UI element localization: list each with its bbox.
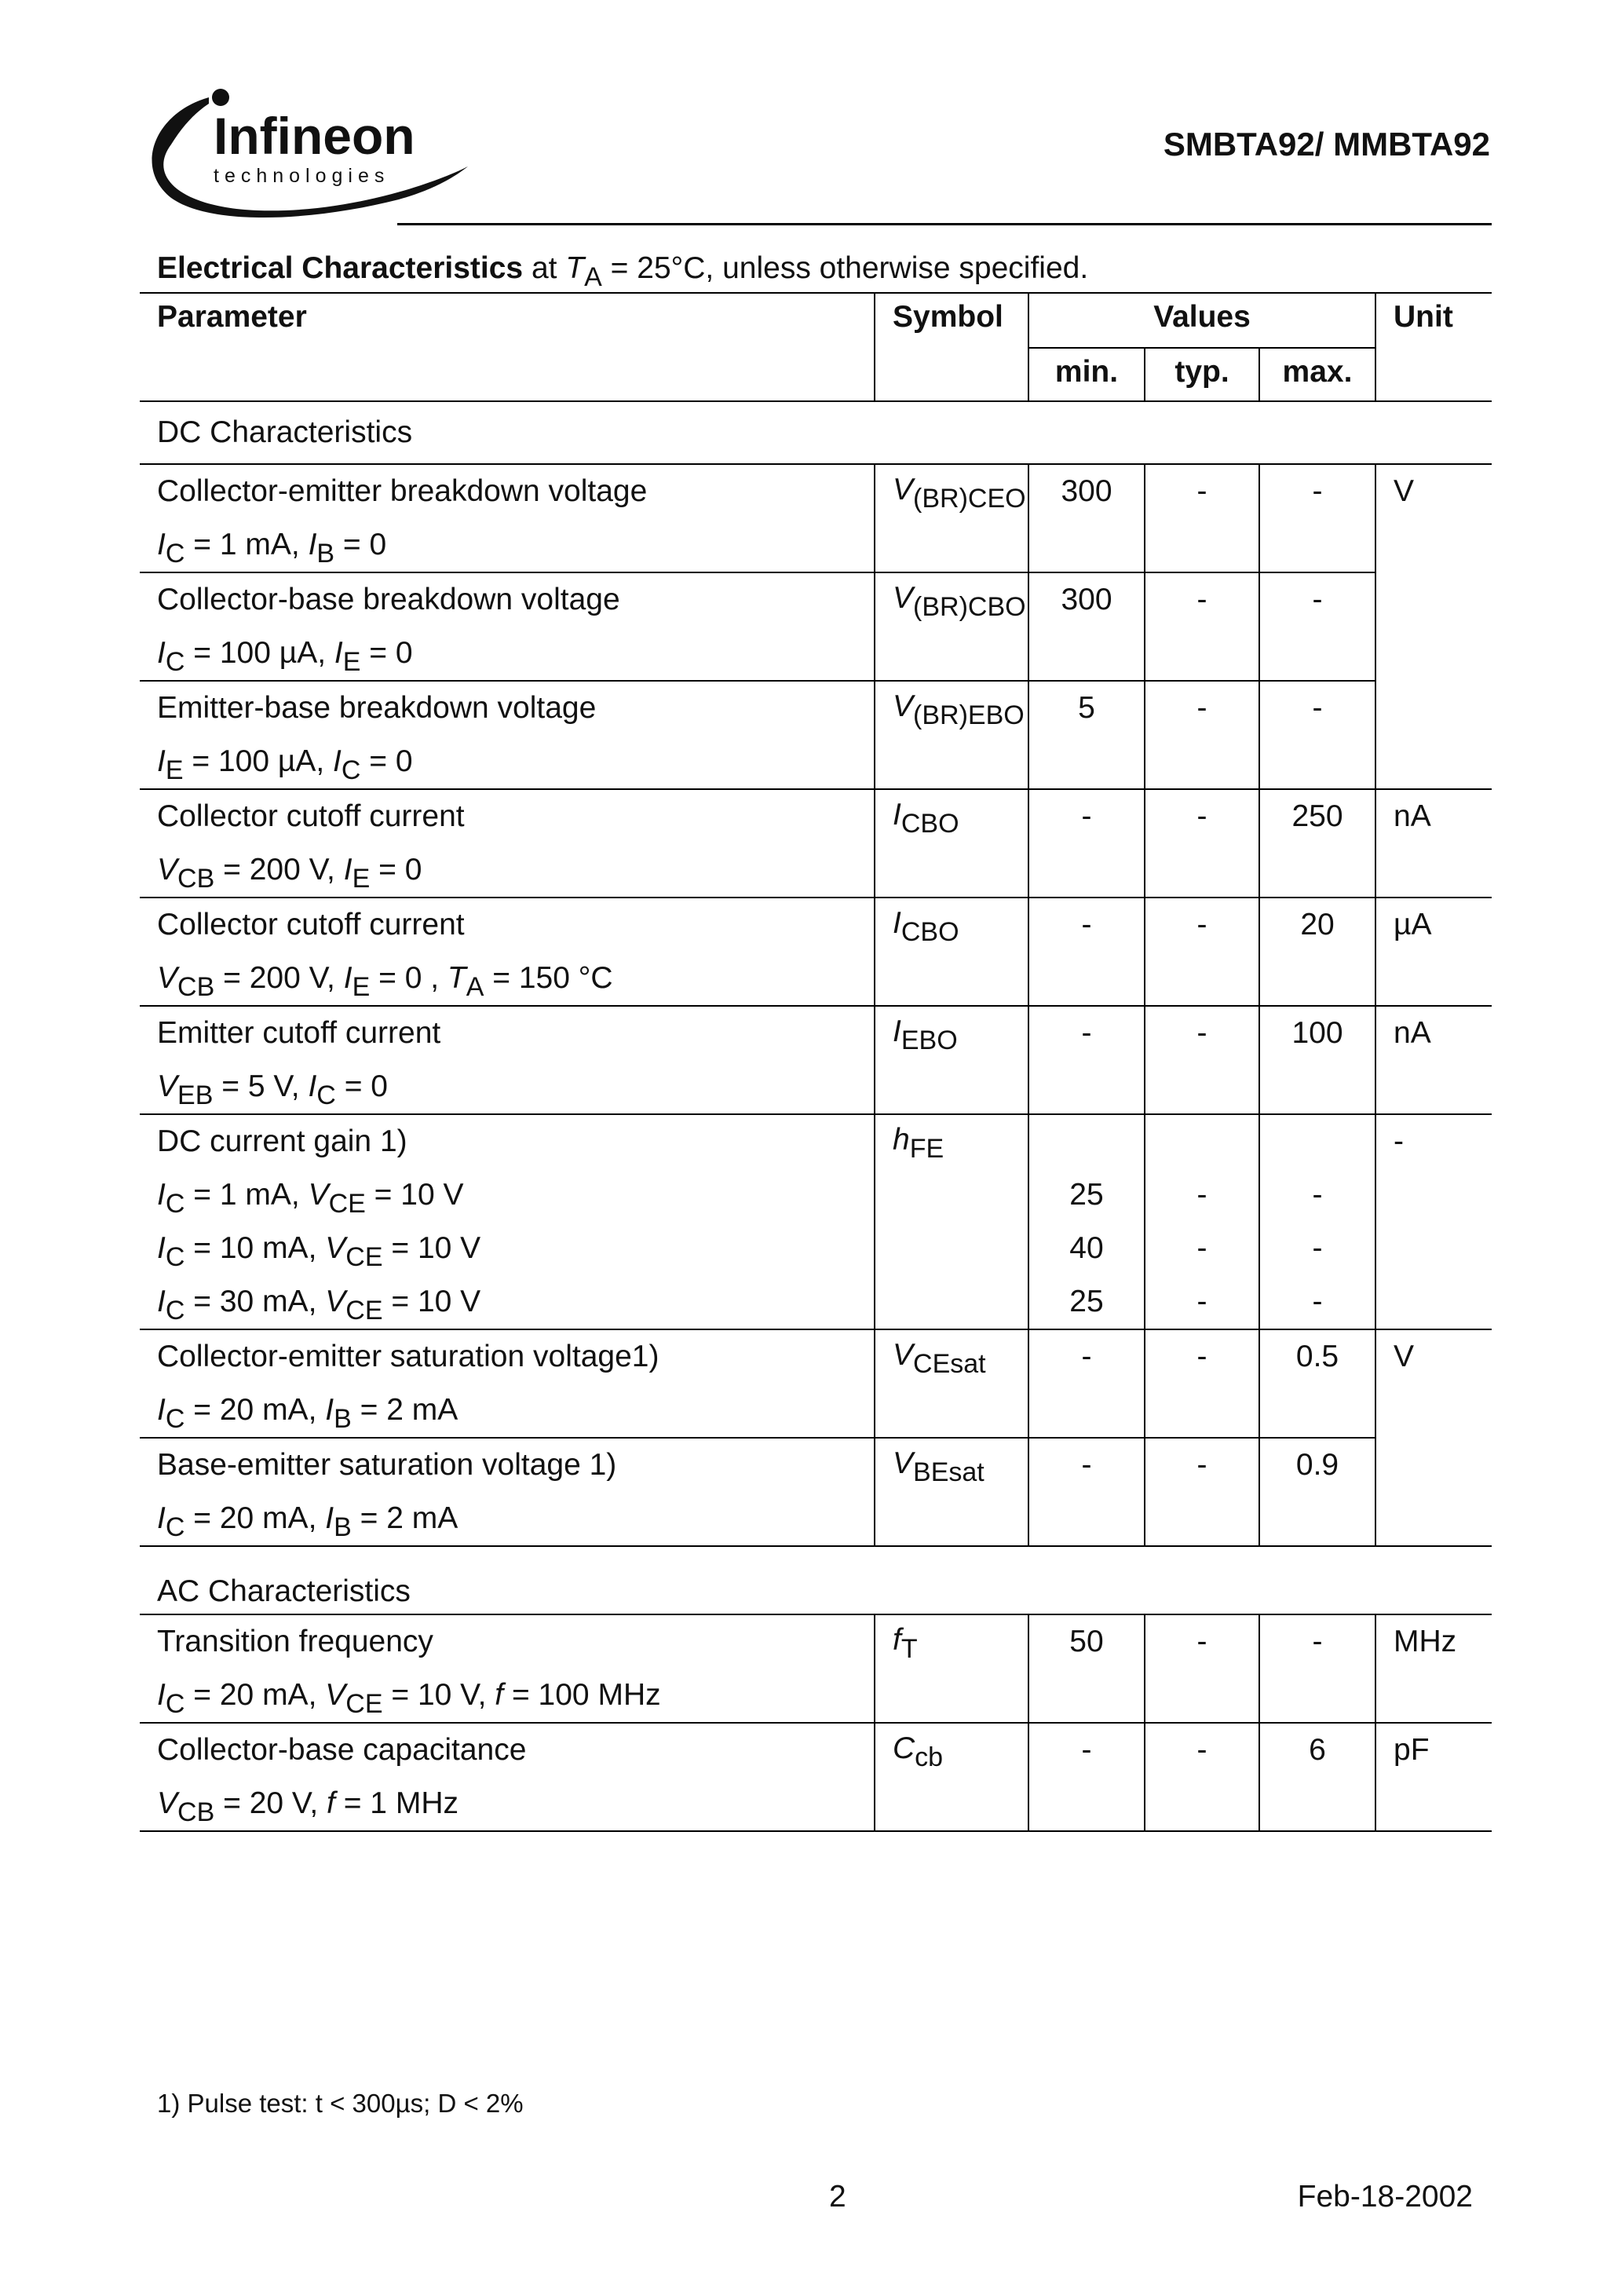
param-cell [140, 789, 875, 898]
value: - [1081, 1340, 1092, 1373]
symbol-cell [875, 1006, 1028, 1114]
value-typ [1145, 898, 1259, 1006]
value: - [1196, 908, 1207, 941]
value: 100 [1291, 1016, 1343, 1050]
table-row [140, 1114, 1492, 1329]
value: 0.5 [1295, 1340, 1339, 1373]
param-name: Collector-base capacitance [157, 1733, 527, 1767]
table-row [140, 1329, 1492, 1438]
value-min [1028, 789, 1145, 898]
table-row [140, 898, 1492, 1006]
header-max: max. [1259, 348, 1375, 401]
value: - [1312, 1231, 1323, 1265]
unit-cell [1375, 789, 1492, 898]
value-min [1028, 1723, 1145, 1831]
param-cell [140, 464, 875, 572]
value: - [1196, 474, 1207, 508]
param-condition: $I_C = 100$ µA, $I_E = 0$ [157, 636, 413, 677]
param-name: Collector-base breakdown voltage [157, 583, 620, 616]
header-unit: Unit [1375, 293, 1492, 401]
value-max [1259, 1614, 1375, 1723]
symbol-cell [875, 898, 1028, 1006]
unit: nA [1394, 799, 1431, 833]
value-min [1028, 898, 1145, 1006]
value: - [1312, 1625, 1323, 1658]
param-condition: $V_{CB} = 200$ V, $I_E = 0$ [157, 853, 422, 894]
value-max [1259, 1006, 1375, 1114]
value-max [1259, 572, 1375, 681]
section-gap [140, 1546, 1492, 1570]
table-row [140, 464, 1492, 572]
param-condition: $I_C = 30$ mA, $V_{CE} = 10$ V [157, 1285, 481, 1325]
value-max [1259, 1329, 1375, 1438]
param-condition: $I_C = 1$ mA, $V_{CE} = 10$ V [157, 1178, 464, 1219]
param-name: Collector cutoff current [157, 908, 465, 941]
header-typ: typ. [1145, 348, 1259, 401]
symbol-cell [875, 789, 1028, 898]
value-max [1259, 681, 1375, 789]
param-condition: $V_{CB} = 200$ V, $I_E = 0$ , $T_A = 150$ °C [157, 961, 613, 1002]
value-min [1028, 1614, 1145, 1723]
table-row [140, 681, 1492, 789]
value-min [1028, 681, 1145, 789]
param-cell [140, 681, 875, 789]
value-min [1028, 1114, 1145, 1329]
value: - [1196, 1340, 1207, 1373]
param-cell [140, 1329, 875, 1438]
unit: - [1394, 1124, 1405, 1158]
param-name: Collector-emitter saturation voltage1) [157, 1340, 659, 1373]
value: 25 [1069, 1178, 1104, 1212]
param-name: DC current gain 1) [157, 1124, 407, 1158]
document-date: Feb-18-2002 [1297, 2180, 1473, 2214]
symbol: $V_{CEsat}$ [893, 1338, 986, 1379]
symbol-cell [875, 1438, 1028, 1546]
unit-cell [1375, 1723, 1492, 1831]
param-condition: $I_C = 20$ mA, $V_{CE} = 10$ V, f = 100 MHz [157, 1678, 661, 1719]
electrical-characteristics-table [140, 292, 1492, 1832]
section-ac: AC Characteristics [140, 1570, 1492, 1614]
unit: MHz [1394, 1625, 1457, 1658]
value: 300 [1061, 583, 1112, 616]
symbol-cell [875, 1329, 1028, 1438]
value: - [1312, 474, 1323, 508]
symbol-cell [875, 1723, 1028, 1831]
symbol: $f_T$ [893, 1623, 918, 1664]
value-min [1028, 572, 1145, 681]
param-condition: $I_C = 1$ mA, $I_B = 0$ [157, 528, 387, 569]
value: - [1081, 799, 1092, 833]
value: - [1196, 1178, 1207, 1212]
table-row [140, 1438, 1492, 1546]
param-condition: $I_E = 100$ µA, $I_C = 0$ [157, 744, 413, 785]
unit-cell [1375, 898, 1492, 1006]
value-max [1259, 1723, 1375, 1831]
value-max [1259, 898, 1375, 1006]
param-name: Emitter-base breakdown voltage [157, 691, 597, 725]
symbol: $I_{CBO}$ [893, 798, 959, 839]
value-typ [1145, 572, 1259, 681]
value: 250 [1291, 799, 1343, 833]
value-max [1259, 789, 1375, 898]
value-typ [1145, 1329, 1259, 1438]
param-cell [140, 1006, 875, 1114]
param-condition: $I_C = 20$ mA, $I_B = 2$ mA [157, 1393, 458, 1434]
value: - [1081, 1448, 1092, 1482]
brand-name: Infineon [214, 107, 415, 165]
value: - [1196, 799, 1207, 833]
param-cell [140, 898, 875, 1006]
header-min: min. [1028, 348, 1145, 401]
param-name: Emitter cutoff current [157, 1016, 441, 1050]
infineon-logo [140, 82, 469, 229]
value: - [1196, 691, 1207, 725]
value-min [1028, 1329, 1145, 1438]
symbol: $C_{cb}$ [893, 1731, 944, 1772]
param-condition: $I_C = 10$ mA, $V_{CE} = 10$ V [157, 1231, 481, 1272]
value: - [1081, 1733, 1092, 1767]
value-typ [1145, 1723, 1259, 1831]
ac-rows [140, 1614, 1492, 1831]
header-parameter: Parameter [140, 293, 875, 401]
param-name: Collector-emitter breakdown voltage [157, 474, 648, 508]
unit: µA [1394, 908, 1432, 941]
value: 25 [1069, 1285, 1104, 1318]
value-max [1259, 464, 1375, 572]
brand-tagline: technologies [214, 165, 390, 187]
unit: pF [1394, 1733, 1430, 1767]
param-name: Base-emitter saturation voltage 1) [157, 1448, 617, 1482]
unit-cell [1375, 1614, 1492, 1723]
value: - [1081, 1016, 1092, 1050]
symbol: $V_{(BR)EBO}$ [893, 689, 1025, 730]
unit: V [1394, 474, 1415, 508]
value-typ [1145, 1614, 1259, 1723]
page-number: 2 [829, 2180, 846, 2214]
value: - [1196, 1285, 1207, 1318]
value-typ [1145, 789, 1259, 898]
unit-cell [1375, 1114, 1492, 1329]
param-cell [140, 1114, 875, 1329]
symbol-cell [875, 572, 1028, 681]
value: - [1196, 583, 1207, 616]
param-cell [140, 1438, 875, 1546]
unit-cell [1375, 1006, 1492, 1114]
value-typ [1145, 1438, 1259, 1546]
value-typ [1145, 464, 1259, 572]
value: 5 [1078, 691, 1095, 725]
param-cell [140, 1614, 875, 1723]
header-rule [397, 223, 1492, 225]
table-row [140, 1723, 1492, 1831]
symbol-cell [875, 1114, 1028, 1329]
value: 300 [1061, 474, 1112, 508]
value: 40 [1069, 1231, 1104, 1265]
table-row [140, 572, 1492, 681]
value-min [1028, 464, 1145, 572]
param-name: Collector cutoff current [157, 799, 465, 833]
value-typ [1145, 1114, 1259, 1329]
value: - [1081, 908, 1092, 941]
value: - [1312, 583, 1323, 616]
symbol-cell [875, 681, 1028, 789]
unit-cell [1375, 464, 1492, 789]
caption-title: Electrical Characteristics [157, 251, 524, 285]
value: - [1312, 691, 1323, 725]
symbol: $V_{(BR)CBO}$ [893, 581, 1026, 622]
value-max [1259, 1114, 1375, 1329]
symbol: $V_{(BR)CEO}$ [893, 473, 1026, 514]
unit: nA [1394, 1016, 1431, 1050]
value: - [1196, 1448, 1207, 1482]
value: - [1196, 1231, 1207, 1265]
value-max [1259, 1438, 1375, 1546]
param-condition: $V_{EB} = 5$ V, $I_C = 0$ [157, 1069, 388, 1110]
value: 6 [1309, 1733, 1326, 1767]
unit: V [1394, 1340, 1415, 1373]
value: - [1196, 1016, 1207, 1050]
symbol: $h_{FE}$ [893, 1123, 944, 1164]
table-row [140, 789, 1492, 898]
unit-cell [1375, 1329, 1492, 1546]
param-condition: $V_{CB} = 20$ V, f = 1 MHz [157, 1786, 458, 1827]
symbol: $I_{EBO}$ [893, 1015, 958, 1055]
value: - [1312, 1285, 1323, 1318]
param-cell [140, 572, 875, 681]
value: 0.9 [1295, 1448, 1339, 1482]
symbol: $V_{BEsat}$ [893, 1446, 985, 1487]
param-name: Transition frequency [157, 1625, 433, 1658]
value: - [1196, 1733, 1207, 1767]
value: 20 [1300, 908, 1335, 941]
header-values: Values [1028, 293, 1375, 348]
value-min [1028, 1006, 1145, 1114]
table-caption: Electrical Characteristics at $T_A = 25^\circ C$, unless otherwise specified. [157, 251, 1089, 292]
dc-rows [140, 464, 1492, 1546]
param-condition: $I_C = 20$ mA, $I_B = 2$ mA [157, 1501, 458, 1542]
value: - [1196, 1625, 1207, 1658]
footnote: 1) Pulse test: t < 300µs; D < 2% [157, 2089, 524, 2118]
value-typ [1145, 1006, 1259, 1114]
value-min [1028, 1438, 1145, 1546]
value: 50 [1069, 1625, 1104, 1658]
param-cell [140, 1723, 875, 1831]
section-dc: DC Characteristics [140, 401, 1492, 464]
value-typ [1145, 681, 1259, 789]
header-symbol: Symbol [875, 293, 1028, 401]
symbol-cell [875, 1614, 1028, 1723]
symbol: $I_{CBO}$ [893, 906, 959, 947]
part-number: SMBTA92/ MMBTA92 [1163, 126, 1490, 163]
symbol-cell [875, 464, 1028, 572]
table-row [140, 1006, 1492, 1114]
table-row [140, 1614, 1492, 1723]
value: - [1312, 1178, 1323, 1212]
